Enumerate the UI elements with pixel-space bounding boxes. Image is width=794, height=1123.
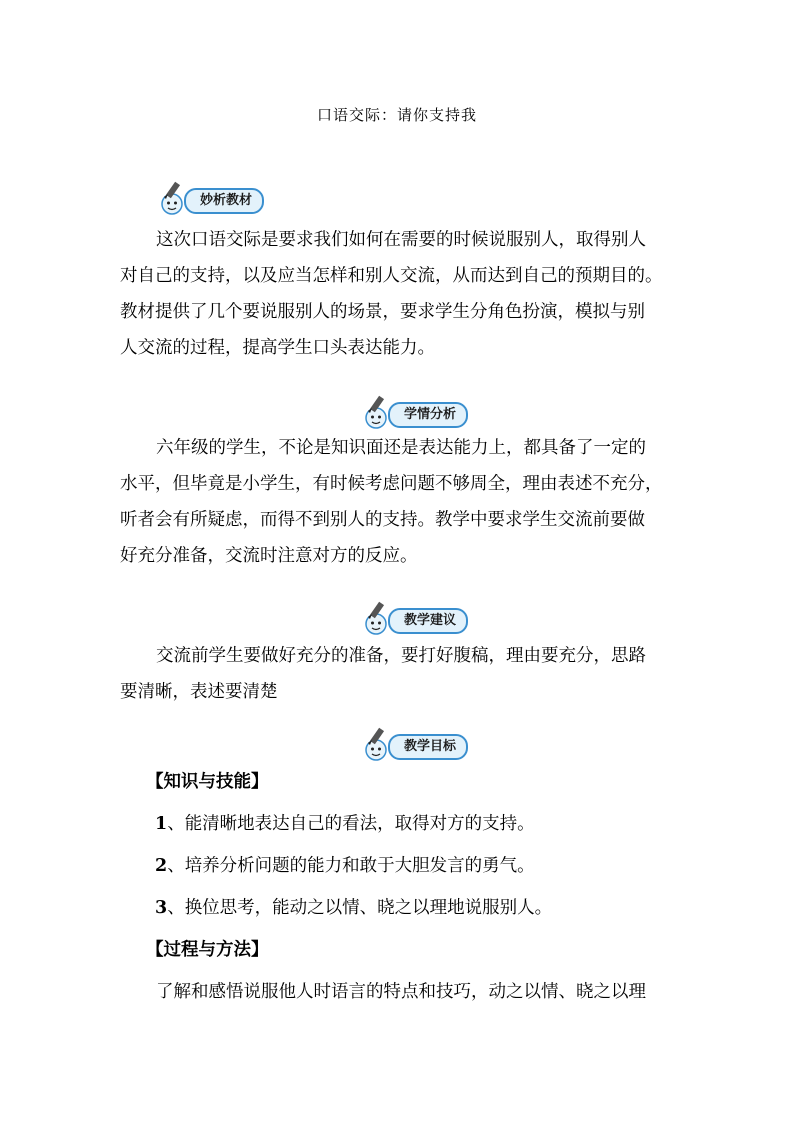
goal-text: 换位思考，能动之以情、晓之以理地说服别人。 <box>184 898 553 918</box>
paragraph-line: 教材提供了几个要说服别人的场景，要求学生分角色扮演，模拟与别 <box>120 302 645 322</box>
process-heading: 【过程与方法】 <box>146 940 269 960</box>
paragraph-line: 听者会有所疑虑，而得不到别人的支持。教学中要求学生交流前要做 <box>120 510 645 530</box>
mascot-pencil-icon <box>156 180 190 216</box>
goal-item <box>155 806 535 842</box>
paragraph-line: 了解和感悟说服他人时语言的特点和技巧，动之以情、晓之以理 <box>156 982 646 1002</box>
section-badge-label: 教学目标 <box>388 734 468 760</box>
section-badge-teaching-advice <box>360 600 468 636</box>
goal-separator: 、 <box>167 814 185 834</box>
goal-item <box>155 848 535 884</box>
section-paragraph <box>120 430 680 574</box>
mascot-pencil-icon <box>360 726 394 762</box>
section-badge-label: 教学建议 <box>388 608 468 634</box>
paragraph-line: 水平，但毕竟是小学生，有时候考虑问题不够周全，理由表述不充分， <box>120 474 663 494</box>
section-badge-label: 学情分析 <box>388 402 468 428</box>
goal-number: 1 <box>155 814 168 834</box>
section-badge-analysis-textbook <box>156 180 264 216</box>
paragraph-line: 对自己的支持，以及应当怎样和别人交流，从而达到自己的预期目的。 <box>120 266 663 286</box>
goal-text: 培养分析问题的能力和敢于大胆发言的勇气。 <box>184 856 535 876</box>
section-badge-label: 妙析教材 <box>184 188 264 214</box>
goal-number: 2 <box>155 856 168 876</box>
paragraph-line: 交流前学生要做好充分的准备，要打好腹稿，理由要充分，思路 <box>156 646 646 666</box>
paragraph-line: 六年级的学生，不论是知识面还是表达能力上，都具备了一定的 <box>156 438 646 458</box>
knowledge-heading: 【知识与技能】 <box>146 772 269 792</box>
section-badge-teaching-goals <box>360 726 468 762</box>
process-paragraph <box>120 974 680 1010</box>
page-title: 口语交际：请你支持我 <box>316 106 477 124</box>
paragraph-line: 好充分准备，交流时注意对方的反应。 <box>120 546 418 566</box>
goal-separator: 、 <box>167 898 185 918</box>
section-paragraph <box>120 222 680 366</box>
section-paragraph <box>120 638 680 710</box>
goal-number: 3 <box>155 898 168 918</box>
paragraph-line: 人交流的过程，提高学生口头表达能力。 <box>120 338 435 358</box>
paragraph-line: 要清晰，表述要清楚 <box>120 682 278 702</box>
goal-item <box>155 890 552 926</box>
goal-separator: 、 <box>167 856 185 876</box>
mascot-pencil-icon <box>360 394 394 430</box>
section-badge-student-analysis <box>360 394 468 430</box>
paragraph-line: 这次口语交际是要求我们如何在需要的时候说服别人，取得别人 <box>156 230 646 250</box>
goal-text: 能清晰地表达自己的看法，取得对方的支持。 <box>184 814 535 834</box>
mascot-pencil-icon <box>360 600 394 636</box>
